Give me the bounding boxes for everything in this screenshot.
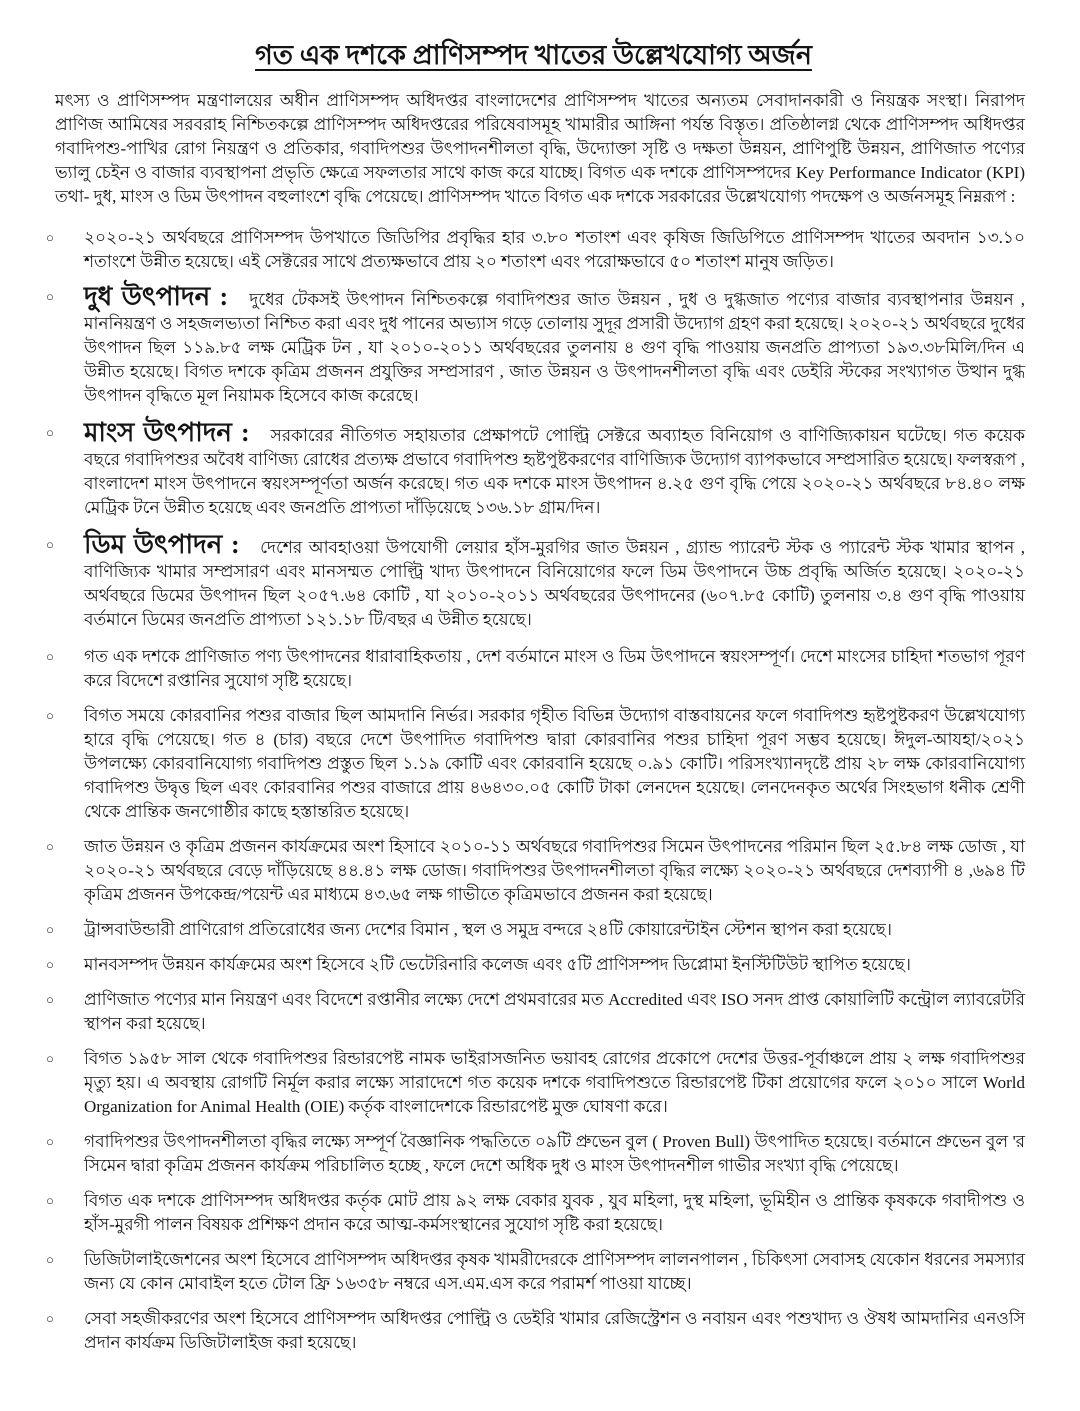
bullet-text [84, 1189, 1025, 1237]
bullet-text [84, 645, 1025, 693]
bullet-text [84, 704, 1025, 824]
bullet-marker-icon: ○ [46, 425, 54, 440]
intro-paragraph: মৎস্য ও প্রাণিসম্পদ মন্ত্রণালয়ের অধীন প্রাণিসম্পদ অধিদপ্তর বাংলাদেশের প্রাণিসম্পদ খাতের অন্যতম সেবাদানকারী ও নিয়ন্ত্রক সংস্থা। নিরাপদ প্রাণিজ আমিষের সরবরাহ নিশ্চিতকল্পে প্রাণিসম্পদ অধিদপ্তরের পরিষেবাসমূহ খামারীর আঙ্গিনা পর্যন্ত বিস্তৃত। প্রতিষ্ঠালগ্ন থেকে প্রাণিসম্পদ অধিদপ্তর গবাদিপশু-পাখির রোগ নিয়ন্ত্রণ ও প্রতিকার, গবাদিপশুর উৎপাদনশীলতা বৃদ্ধি, উদ্যোক্তা সৃষ্টি ও দক্ষতা উন্নয়ন, প্রাণিপুষ্টি উন্নয়ন, প্রাণিজাত পণ্যের ভ্যালু চেইন ও বাজার ব্যবস্থাপনা প্রভৃতি ক্ষেত্রে সফলতার সাথে কাজ করে যাচ্ছে। বিগত এক দশকে প্রাণিসম্পদের Key Performance Indicator (KPI) তথা- দুধ, মাংস ও ডিম উৎপাদন বহুলাংশে বৃদ্ধি পেয়েছে। প্রাণিসম্পদ খাতে বিগত এক দশকে সরকারের উল্লেখযোগ্য পদক্ষেপ ও অর্জনসমূহ নিম্নরূপ : [55, 91, 1025, 206]
bullet-item [42, 988, 1025, 1036]
bullet-text [84, 226, 1025, 274]
bullet-body-text: ডিজিটালাইজেশনের অংশ হিসেবে প্রাণিসম্পদ অধিদপ্তর কৃষক খামরীদেরকে প্রাণিসম্পদ লালনপালন , চিকিৎসা সেবাসহ যেকোন ধরনের সমস্যার জন্য যে কোন মোবাইল হতে টোল ফ্রি ১৬৩৫৮ নম্বরে এস.এম.এস করে পরামর্শ পাওয়া যাচ্ছে। [84, 1250, 1025, 1293]
bullet-item [42, 1189, 1025, 1237]
bullet-marker-icon: ○ [46, 992, 54, 1007]
bullet-marker-icon: ○ [46, 1311, 54, 1326]
bullet-item [42, 704, 1025, 824]
bullet-body-text: সেবা সহজীকরণের অংশ হিসেবে প্রাণিসম্পদ অধিদপ্তর পোল্ট্রি ও ডেইরি খামার রেজিস্ট্রেশন ও নবায়ন এবং পশুখাদ্য ও ঔষধ আমদানির এনওসি প্রদান কার্যক্রম ডিজিটালাইজ করা হয়েছে। [84, 1309, 1025, 1352]
bullet-text [84, 953, 1025, 977]
bullet-text [84, 418, 1025, 520]
bullet-marker-icon: ○ [46, 537, 54, 552]
bullet-body-text: দুধের টেকসই উৎপাদন নিশ্চিতকল্পে গবাদিপশুর জাত উন্নয়ন , দুধ ও দুগ্ধজাত পণ্যের বাজার ব্যবস্থাপনার উন্নয়ন , মাননিয়ন্ত্রণ ও সহজলভ্যতা নিশ্চিত করা এবং দুধ পানের অভ্যাস গড়ে তোলায় সুদূর প্রসারী উদ্যোগ গ্রহণ করা হয়েছে। ২০২০-২১ অর্থবছরে দুধের উৎপাদন ছিল ১১৯.৮৫ লক্ষ মেট্রিক টন , যা ২০১০-২০১১ অর্থবছরের তুলনায় ৪ গুণ বৃদ্ধি পাওয়ায় জনপ্রতি প্রাপ্যতা ১৯৩.৩৮মিলি/দিন এ উন্নীত হয়েছে। বিগত দশকে কৃত্রিম প্রজনন প্রযুক্তির সম্প্রসারণ , জাত উন্নয়ন ও উৎপাদনশীলতা বৃদ্ধি এবং ডেইরি স্টকের সংখ্যাগত উত্থান দুগ্ধ উৎপাদন বৃদ্ধিতে মূল নিয়ামক হিসেবে কাজ করেছে। [84, 290, 1025, 405]
bullet-marker-icon: ○ [46, 289, 54, 304]
section-heading: মাংস উৎপাদন : [84, 418, 250, 447]
bullet-text [84, 1307, 1025, 1355]
bullet-marker-icon: ○ [46, 708, 54, 723]
bullet-item [42, 918, 1025, 942]
bullet-item [42, 645, 1025, 693]
bullet-body-text: গবাদিপশুর উৎপাদনশীলতা বৃদ্ধির লক্ষ্যে সম্পূর্ণ বৈজ্ঞানিক পদ্ধতিতে ০৯টি প্রুভেন বুল ( Proven Bull) উৎপাদিত হয়েছে। বর্তমানে প্রুভেন বুল 'র সিমেন দ্বারা কৃত্রিম প্রজনন কার্যক্রম পরিচালিত হচ্ছে , ফলে দেশে অধিক দুধ ও মাংস উৎপাদনশীল গাভীর সংখ্যা বৃদ্ধি পেয়েছে। [84, 1132, 1025, 1175]
bullet-item [42, 835, 1025, 907]
bullet-text [84, 1130, 1025, 1178]
bullet-item [42, 226, 1025, 274]
page-title [42, 38, 1025, 72]
bullet-body-text: গত এক দশকে প্রাণিজাত পণ্য উৎপাদনের ধারাবাহিকতায় , দেশ বর্তমানে মাংস ও ডিম উৎপাদনে স্বয়ংসম্পূর্ণ। দেশে মাংসের চাহিদা শতভাগ পূরণ করে বিদেশে রপ্তানির সুযোগ সৃষ্টি হয়েছে। [84, 647, 1025, 690]
bullet-marker-icon: ○ [46, 1134, 54, 1149]
bullet-marker-icon: ○ [46, 1252, 54, 1267]
bullet-marker-icon: ○ [46, 922, 54, 937]
bullet-text [84, 835, 1025, 907]
bullet-text [84, 988, 1025, 1036]
bullet-item [42, 1248, 1025, 1296]
bullet-body-text: বিগত ১৯৫৮ সাল থেকে গবাদিপশুর রিন্ডারপেষ্ট নামক ভাইরাসজনিত ভয়াবহ রোগের প্রকোপে দেশের উত্তর-পূর্বাঞ্চলে প্রায় ২ লক্ষ গবাদিপশুর মৃত্যু হয়। এ অবস্থায় রোগটি নির্মূল করার লক্ষ্যে সারাদেশে গত কয়েক দশকে গবাদিপশুতে রিন্ডারপেষ্ট টিকা প্রয়োগের ফলে ২০১০ সালে World Organization for Animal Health (OIE) কর্তৃক বাংলাদেশকে রিন্ডারপেষ্ট মুক্ত ঘোষণা করে। [84, 1049, 1025, 1116]
bullet-list [42, 226, 1025, 1355]
bullet-marker-icon: ○ [46, 957, 54, 972]
bullet-body-text: দেশের আবহাওয়া উপযোগী লেয়ার হাঁস-মুরগির জাত উন্নয়ন , গ্র্যান্ড প্যারেন্ট স্টক ও প্যারেন্ট স্টক খামার স্থাপন , বাণিজ্যিক খামার সম্প্রসারণ এবং মানসম্মত পোল্ট্রি খাদ্য উৎপাদনে বিনিয়োগের ফলে ডিম উৎপাদনে উচ্চ প্রবৃদ্ধি অর্জিত হয়েছে। ২০২০-২১ অর্থবছরে ডিমের উৎপাদন ছিল ২০৫৭.৬৪ কোটি , যা ২০১০-২০১১ অর্থবছরের উৎপাদনের (৬০৭.৮৫ কোটি) তুলনায় ৩.৪ গুণ বৃদ্ধি পাওয়ায় বর্তমানে ডিমের জনপ্রতি প্রাপ্যতা ১২১.১৮ টি/বছর এ উন্নীত হয়েছে। [84, 538, 1026, 629]
bullet-body-text: ট্রান্সবাউন্ডারী প্রাণিরোগ প্রতিরোধের জন্য দেশের বিমান , স্থল ও সমুদ্র বন্দরে ২৪টি কোয়ারেন্টাইন স্টেশন স্থাপন করা হয়েছে। [84, 920, 892, 939]
page-title-text: গত এক দশকে প্রাণিসম্পদ খাতের উল্লেখযোগ্য অর্জন [255, 40, 812, 70]
bullet-item [42, 530, 1026, 632]
bullet-item [42, 953, 1025, 977]
bullet-text [84, 1047, 1025, 1119]
bullet-marker-icon: ○ [46, 649, 54, 664]
bullet-body-text: সরকারের নীতিগত সহায়তার প্রেক্ষাপটে পোল্ট্রি সেক্টরে অব্যাহত বিনিয়োগ ও বাণিজ্যিকায়ন ঘটেছে। গত কয়েক বছরে গবাদিপশুর অবৈধ বাণিজ্য রোধের প্রত্যক্ষ প্রভাবে গবাদিপশু হৃষ্টপুষ্টকরণের বাণিজ্যিক উদ্যোগ ব্যাপকভাবে সম্প্রসারিত হয়েছে। ফলস্বরূপ , বাংলাদেশ মাংস উৎপাদনে স্বয়ংসম্পূর্ণতা অর্জন করেছে। গত এক দশকে মাংস উৎপাদন ৪.২৫ গুণ বৃদ্ধি পেয়ে ২০২০-২১ অর্থবছরে ৮৪.৪০ লক্ষ মেট্রিক টনে উন্নীত হয়েছে এবং জনপ্রতি প্রাপ্যতা দাঁড়িয়েছে ১৩৬.১৮ গ্রাম/দিন। [84, 426, 1025, 517]
bullet-body-text: প্রাণিজাত পণ্যের মান নিয়ন্ত্রণ এবং বিদেশে রপ্তানীর লক্ষ্যে দেশে প্রথমবারের মত Accredited এবং ISO সনদ প্রাপ্ত কোয়ালিটি কন্ট্রোল ল্যাবরেটরি স্থাপন করা হয়েছে। [84, 990, 1025, 1033]
bullet-item [42, 1130, 1025, 1178]
bullet-text [84, 918, 1025, 942]
bullet-item [42, 282, 1025, 408]
bullet-text [84, 530, 1026, 632]
bullet-body-text: বিগত সময়ে কোরবানির পশুর বাজার ছিল আমদানি নির্ভর। সরকার গৃহীত বিভিন্ন উদ্যোগ বাস্তবায়নের ফলে গবাদিপশু হৃষ্টপুষ্টকরণ উল্লেখযোগ্য হারে বৃদ্ধি পেয়েছে। গত ৪ (চার) বছরে দেশে উৎপাদিত গবাদিপশু দ্বারা কোরবানির পশুর চাহিদা পূরণ সম্ভব হয়েছে। ঈদুল-আযহা/২০২১ উপলক্ষ্যে কোরবানিযোগ্য গবাদিপশু প্রস্তুত ছিল ১.১৯ কোটি এবং কোরবানি হয়েছে ০.৯১ কোটি। পরিসংখ্যানদৃষ্টে প্রায় ২৮ লক্ষ কোরবানিযোগ্য গবাদিপশু উদ্বৃত্ত ছিল এবং কোরবানির পশুর বাজারে প্রায় ৪৬৪৩০.০৫ কোটি টাকা লেনদেন হয়েছে। লেনদেনকৃত অর্থের সিংহভাগ ধনীক শ্রেণী থেকে প্রান্তিক জনগোষ্ঠীর কাছে হস্তান্তরিত হয়েছে। [84, 706, 1025, 821]
bullet-item [42, 1047, 1025, 1119]
bullet-item [42, 418, 1025, 520]
bullet-body-text: জাত উন্নয়ন ও কৃত্রিম প্রজনন কার্যক্রমের অংশ হিসাবে ২০১০-১১ অর্থবছরে গবাদিপশুর সিমেন উৎপাদনের পরিমান ছিল ২৫.৮৪ লক্ষ ডোজ , যা ২০২০-২১ অর্থবছরে বেড়ে দাঁড়িয়েছে ৪৪.৪১ লক্ষ ডোজ। গবাদিপশুর উৎপাদনশীলতা বৃদ্ধির লক্ষ্যে ২০২০-২১ অর্থবছরে দেশব্যাপী ৪ ,৬৯৪ টি কৃত্রিম প্রজনন উপকেন্দ্র/পয়েন্ট এর মাধ্যমে ৪৩.৬৫ লক্ষ গাভীতে কৃত্রিমভাবে প্রজনন করা হয়েছে। [84, 837, 1025, 904]
bullet-text [84, 1248, 1025, 1296]
bullet-text [84, 282, 1025, 408]
bullet-marker-icon: ○ [46, 1051, 54, 1066]
bullet-body-text: বিগত এক দশকে প্রাণিসম্পদ অধিদপ্তর কর্তৃক মোট প্রায় ৯২ লক্ষ বেকার যুবক , যুব মহিলা, দুস্থ মহিলা, ভূমিহীন ও প্রান্তিক কৃষককে গবাদীপশু ও হাঁস-মুরগী পালন বিষয়ক প্রশিক্ষণ প্রদান করে আত্ম-কর্মসংস্থানের সুযোগ সৃষ্টি করা হয়েছে। [84, 1191, 1025, 1234]
bullet-marker-icon: ○ [46, 839, 54, 854]
bullet-body-text: মানবসম্পদ উন্নয়ন কার্যক্রমের অংশ হিসেবে ২টি ভেটেরিনারি কলেজ এবং ৫টি প্রাণিসম্পদ ডিপ্লোমা ইনস্টিটিউট স্থাপিত হয়েছে। [84, 955, 911, 974]
bullet-marker-icon: ○ [46, 230, 54, 245]
section-heading: দুধ উৎপাদন : [84, 282, 229, 311]
bullet-item [42, 1307, 1025, 1355]
section-heading: ডিম উৎপাদন : [84, 530, 240, 559]
bullet-body-text: ২০২০-২১ অর্থবছরে প্রাণিসম্পদ উপখাতে জিডিপির প্রবৃদ্ধির হার ৩.৮০ শতাংশ এবং কৃষিজ জিডিপিতে প্রাণিসম্পদ খাতের অবদান ১৩.১০ শতাংশে উন্নীত হয়েছে। এই সেক্টরের সাথে প্রত্যক্ষভাবে প্রায় ২০ শতাংশ এবং পরোক্ষভাবে ৫০ শতাংশ মানুষ জড়িত। [84, 228, 1025, 271]
bullet-marker-icon: ○ [46, 1193, 54, 1208]
